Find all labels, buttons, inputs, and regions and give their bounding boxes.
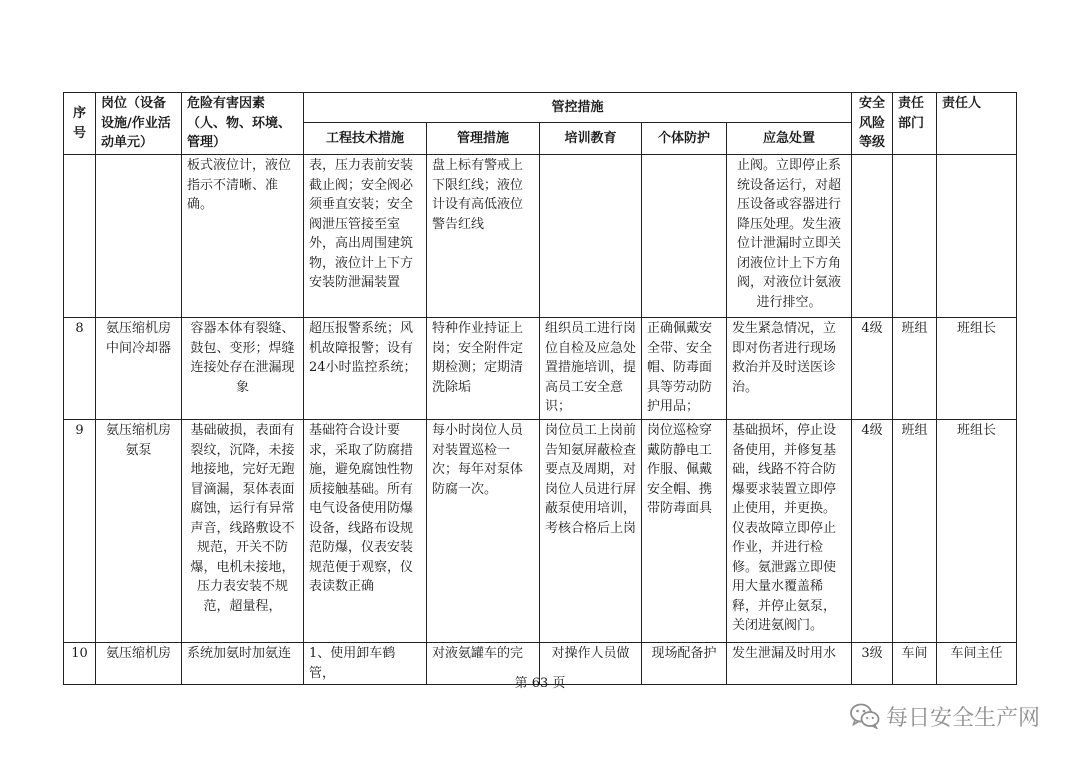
cell-person: 班组长 bbox=[937, 420, 1017, 643]
cell-engineering: 基础符合设计要求，采取了防腐措施，避免腐蚀性物质接触基础。所有电气设备使用防爆设备，线路布设规范防爆，仪表安装规范便于观察，仪表读数正确 bbox=[304, 420, 427, 643]
cell-dept bbox=[893, 155, 937, 318]
cell-management: 每小时岗位人员对装置巡检一次；每年对泵体防腐一次。 bbox=[427, 420, 540, 643]
header-management: 管理措施 bbox=[427, 123, 540, 155]
cell-training: 对操作人员做 bbox=[540, 643, 642, 685]
cell-person: 班组长 bbox=[937, 318, 1017, 420]
cell-engineering: 1、使用卸车鹤管， bbox=[304, 643, 427, 685]
risk-control-table bbox=[63, 92, 1017, 685]
watermark bbox=[850, 700, 1040, 732]
cell-management: 对液氨罐车的完 bbox=[427, 643, 540, 685]
cell-risk-level: 3级 bbox=[852, 643, 893, 685]
cell-seq: 8 bbox=[64, 318, 96, 420]
watermark-text: 每日安全生产网 bbox=[885, 705, 1040, 731]
cell-risk-level: 4级 bbox=[852, 318, 893, 420]
header-training: 培训教育 bbox=[540, 123, 642, 155]
wechat-icon bbox=[850, 703, 880, 729]
cell-ppe: 岗位巡检穿戴防静电工作服、佩戴安全帽、携带防毒面具 bbox=[642, 420, 727, 643]
cell-person: 车间主任 bbox=[937, 643, 1017, 685]
cell-seq: 9 bbox=[64, 420, 96, 643]
cell-hazard: 容器本体有裂缝、鼓包、变形；焊缝连接处存在泄漏现象 bbox=[182, 318, 304, 420]
cell-emergency: 止阀。立即停止系统设备运行，对超压设备或容器进行降压处理。发生液位计泄漏时立即关闭液位计上下方角阀，对液位计氨液进行排空。 bbox=[727, 155, 852, 318]
cell-engineering: 超压报警系统；风机故障报警；设有24小时监控系统； bbox=[304, 318, 427, 420]
cell-position: 氨压缩机房氨泵 bbox=[96, 420, 182, 643]
cell-hazard: 基础破损，表面有裂纹，沉降，未接地接地，完好无跑冒滴漏，泵体表面腐蚀，运行有异常声音，线路敷设不规范，开关不防爆，电机未接地，压力表安装不规范，超量程， bbox=[182, 420, 304, 643]
table-row bbox=[64, 318, 1017, 420]
cell-position bbox=[96, 155, 182, 318]
cell-emergency: 发生紧急情况，立即对伤者进行现场救治并及时送医诊治。 bbox=[727, 318, 852, 420]
cell-person bbox=[937, 155, 1017, 318]
cell-engineering: 表，压力表前安装截止阀；安全阀必须垂直安装；安全阀泄压管接至室外，高出周围建筑物，液位计上下方安装防泄漏装置 bbox=[304, 155, 427, 318]
cell-training bbox=[540, 155, 642, 318]
header-risk-level: 安全风险等级 bbox=[852, 93, 893, 155]
cell-hazard: 板式液位计，液位指示不清晰、准确。 bbox=[182, 155, 304, 318]
header-emergency: 应急处置 bbox=[727, 123, 852, 155]
header-ppe: 个体防护 bbox=[642, 123, 727, 155]
cell-dept: 班组 bbox=[893, 318, 937, 420]
header-dept: 责任部门 bbox=[893, 93, 937, 155]
cell-risk-level: 4级 bbox=[852, 420, 893, 643]
cell-risk-level bbox=[852, 155, 893, 318]
cell-position: 氨压缩机房中间冷却器 bbox=[96, 318, 182, 420]
header-control-group: 管控措施 bbox=[304, 93, 852, 123]
cell-emergency: 基础损坏，停止设备使用，并修复基础，线路不符合防爆要求装置立即停止使用，并更换。仪表故障立即停止作业，并进行检修。氨泄露立即使用大量水覆盖稀释，并停止氨泵，关闭进氨阀门。 bbox=[727, 420, 852, 643]
cell-training: 组织员工进行岗位自检及应急处置措施培训，提高员工安全意识； bbox=[540, 318, 642, 420]
header-seq: 序号 bbox=[64, 93, 96, 155]
cell-ppe: 正确佩戴安全带、安全帽、防毒面具等劳动防护用品； bbox=[642, 318, 727, 420]
page-number: 第 63 页 bbox=[514, 676, 566, 691]
cell-position: 氨压缩机房 bbox=[96, 643, 182, 685]
cell-management: 特种作业持证上岗；安全附件定期检测；定期清洗除垢 bbox=[427, 318, 540, 420]
header-engineering: 工程技术措施 bbox=[304, 123, 427, 155]
cell-dept: 车间 bbox=[893, 643, 937, 685]
header-position: 岗位（设备设施/作业活动单元） bbox=[96, 93, 182, 155]
cell-dept: 班组 bbox=[893, 420, 937, 643]
cell-seq: 10 bbox=[64, 643, 96, 685]
cell-hazard: 系统加氨时加氨连 bbox=[182, 643, 304, 685]
cell-seq bbox=[64, 155, 96, 318]
table-row bbox=[64, 155, 1017, 318]
cell-emergency: 发生泄漏及时用水 bbox=[727, 643, 852, 685]
cell-ppe bbox=[642, 155, 727, 318]
cell-management: 盘上标有警戒上下限红线；液位计设有高低液位警告红线 bbox=[427, 155, 540, 318]
cell-training: 岗位员工上岗前告知氨屏蔽检查要点及周期，对岗位人员进行屏蔽泵使用培训，考核合格后上岗 bbox=[540, 420, 642, 643]
table-row bbox=[64, 420, 1017, 643]
cell-ppe: 现场配备护 bbox=[642, 643, 727, 685]
header-person: 责任人 bbox=[937, 93, 1017, 155]
header-hazard: 危险有害因素（人、物、环境、管理） bbox=[182, 93, 304, 155]
